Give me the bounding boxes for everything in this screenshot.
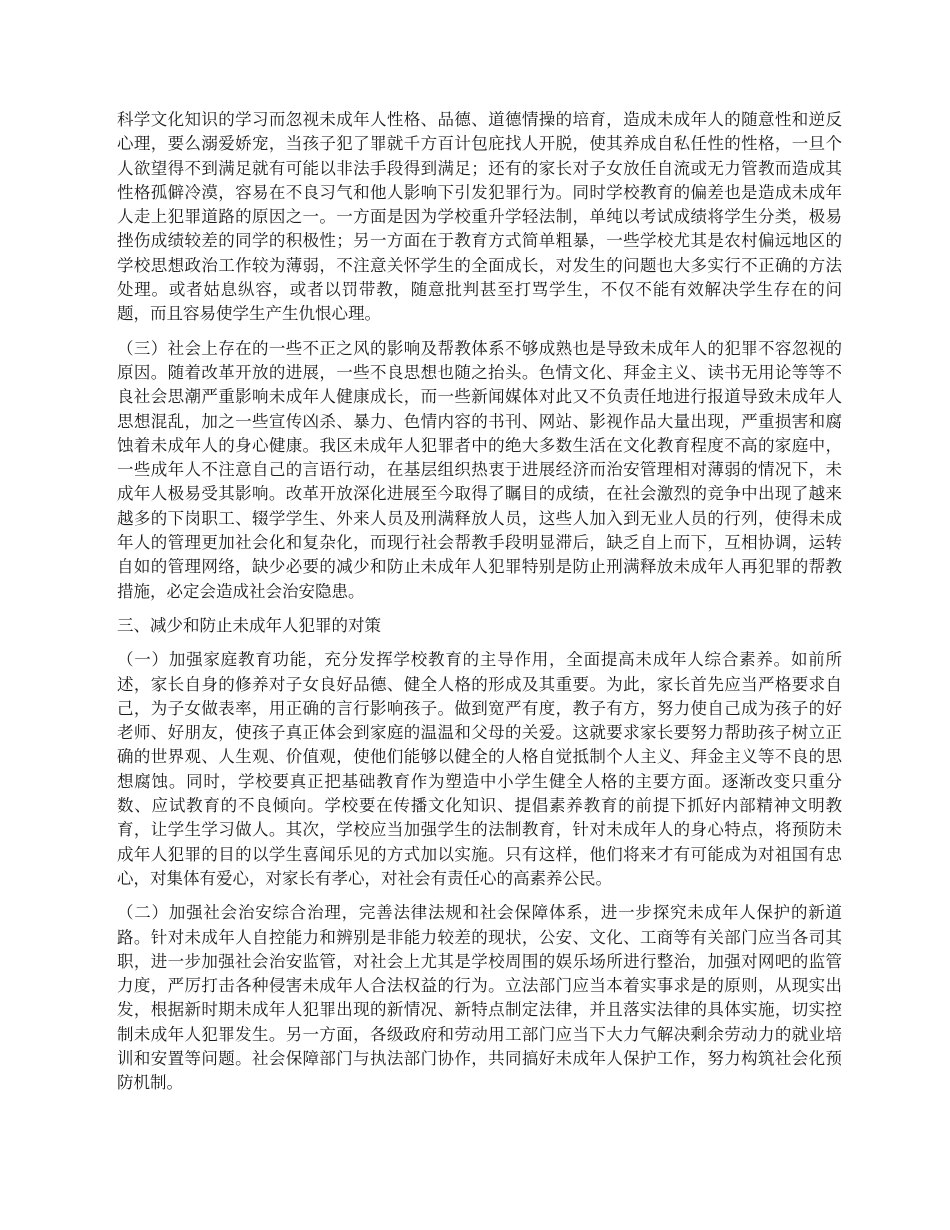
paragraph-countermeasure-social-governance: （二）加强社会治安综合治理，完善法律法规和社会保障体系，进一步探究未成年人保护的新道路。针对未成年人自控能力和辨别是非能力较差的现状，公安、文化、工商等有关部门应当各司其职，进一步加强社会治安监管，对社会上尤其是学校周围的娱乐场所进行整治，加强对网吧的监管力度，严厉打击各种侵害未成年人合法权益的行为。立法部门应当本着实事求是的原则，从现实出发，根据新时期未成年人犯罪出现的新情况、新特点制定法律，并且落实法律的具体实施，切实控制未成年人犯罪发生。另一方面，各级政府和劳动用工部门应当下大力气解决剩余劳动力的就业培训和安置等问题。社会保障部门与执法部门协作，共同搞好未成年人保护工作，努力构筑社会化预防机制。 xyxy=(117,903,842,1093)
section-heading-countermeasures: 三、减少和防止未成年人犯罪的对策 xyxy=(117,615,381,635)
paragraph-social-causes: （三）社会上存在的一些不正之风的影响及帮教体系不够成熟也是导致未成年人的犯罪不容忽视的原因。随着改革开放的进展，一些不良思想也随之抬头。色情文化、拜金主义、读书无用论等等不良社会思潮严重影响未成年人健康成长，而一些新闻媒体对此又不负责任地进行报道导致未成年人思想混乱，加之一些宣传凶杀、暴力、色情内容的书刊、网站、影视作品大量出现，严重损害和腐蚀着未成年人的身心健康。我区未成年人犯罪者中的绝大多数生活在文化教育程度不高的家庭中，一些成年人不注意自己的言语行动，在基层组织热衷于进展经济而治安管理相对薄弱的情况下，未成年人极易受其影响。改革开放深化进展至今取得了瞩目的成绩，在社会激烈的竞争中出现了越来越多的下岗职工、辍学学生、外来人员及刑满释放人员，这些人加入到无业人员的行列，使得未成年人的管理更加社会化和复杂化，而现行社会帮教手段明显滞后，缺乏自上而下，互相协调，运转自如的管理网络，缺少必要的减少和防止未成年人犯罪特别是防止刑满释放未成年人再犯罪的帮教措施，必定会造成社会治安隐患。 xyxy=(117,338,842,601)
document-page xyxy=(117,108,842,1106)
paragraph-countermeasure-education: （一）加强家庭教育功能，充分发挥学校教育的主导作用，全面提高未成年人综合素养。如前所述，家长自身的修养对子女良好品德、健全人格的形成及其重要。为此，家长首先应当严格要求自己，为子女做表率，用正确的言行影响孩子。做到宽严有度，教子有方，努力使自己成为孩子的好老师、好朋友，使孩子真正体会到家庭的温温和父母的关爱。这就要求家长要努力帮助孩子树立正确的世界观、人生观、价值观，使他们能够以健全的人格自觉抵制个人主义、拜金主义等不良的思想腐蚀。同时，学校要真正把基础教育作为塑造中小学生健全人格的主要方面。逐渐改变只重分数、应试教育的不良倾向。学校要在传播文化知识、提倡素养教育的前提下抓好内部精神文明教育，让学生学习做人。其次，学校应当加强学生的法制教育，针对未成年人的身心特点，将预防未成年人犯罪的目的以学生喜闻乐见的方式加以实施。只有这样，他们将来才有可能成为对祖国有忠心，对集体有爱心，对家长有孝心，对社会有责任心的高素养公民。 xyxy=(117,650,842,888)
paragraph-family-school-causes: 科学文化知识的学习而忽视未成年人性格、品德、道德情操的培育，造成未成年人的随意性和逆反心理，要么溺爱娇宠，当孩子犯了罪就千方百计包庇找人开脱，使其养成自私任性的性格，一旦个人欲望得不到满足就有可能以非法手段得到满足；还有的家长对子女放任自流或无力管教而造成其性格孤僻冷漠，容易在不良习气和他人影响下引发犯罪行为。同时学校教育的偏差也是造成未成年人走上犯罪道路的原因之一。一方面是因为学校重升学轻法制，单纯以考试成绩将学生分类，极易挫伤成绩较差的同学的积极性；另一方面在于教育方式简单粗暴，一些学校尤其是农村偏远地区的学校思想政治工作较为薄弱，不注意关怀学生的全面成长，对发生的问题也大多实行不正确的方法处理。或者姑息纵容，或者以罚带教，随意批判甚至打骂学生，不仅不能有效解决学生存在的问题，而且容易使学生产生仇恨心理。 xyxy=(117,110,842,324)
